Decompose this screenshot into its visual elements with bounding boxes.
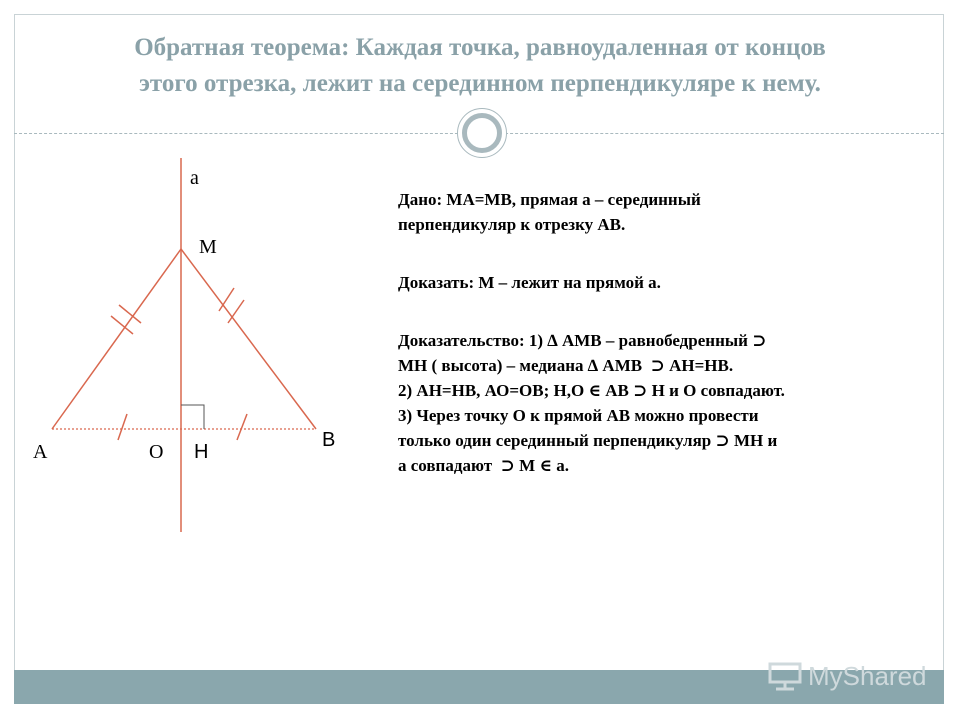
- presentation-icon: [768, 661, 802, 691]
- right-angle-mark: [181, 405, 204, 429]
- label-o: O: [149, 441, 164, 463]
- watermark-brand: MyShared: [808, 660, 927, 691]
- implies-icon: ⊃: [752, 331, 767, 350]
- proof-text: [398, 187, 958, 478]
- label-h: H: [194, 441, 209, 463]
- watermark: [768, 656, 927, 696]
- segment-ma: [52, 249, 181, 429]
- proof-line-3: [398, 378, 958, 403]
- given-line-1: Дано: МА=МВ, прямая а – серединный: [398, 190, 701, 209]
- proof-3b: только один серединный перпендикуляр: [398, 431, 712, 450]
- proof-3e: М: [519, 456, 536, 475]
- tick-hb: [237, 414, 247, 440]
- given-line-2: перпендикуляр к отрезку АВ.: [398, 215, 626, 234]
- label-a: a: [190, 167, 199, 189]
- tick-ao: [118, 414, 127, 440]
- implies-icon: ⊃: [715, 431, 730, 450]
- implies-icon: ⊃: [633, 381, 648, 400]
- proof-2c: Н и О совпадают.: [651, 381, 785, 400]
- proof-line-2: [398, 353, 958, 378]
- tick-mb-2: [228, 300, 244, 323]
- proof-line-4: 3) Через точку О к прямой АВ можно провести: [398, 406, 759, 425]
- proof-line-1: [398, 328, 958, 353]
- label-a-point: A: [33, 441, 48, 463]
- proof-3d: а совпадают: [398, 456, 493, 475]
- implies-icon: ⊃: [650, 356, 665, 375]
- proof-2a: 2) АН=НВ, АО=ОВ; Н,О: [398, 381, 585, 400]
- prove-line: Доказать: М – лежит на прямой а.: [398, 273, 661, 292]
- label-m: M: [199, 236, 217, 258]
- proof-line-6: [398, 453, 958, 478]
- proof-1a: Доказательство: 1) ∆ АМВ – равнобедренный: [398, 331, 748, 350]
- implies-icon: ⊃: [500, 456, 515, 475]
- proof-3f: а.: [556, 456, 569, 475]
- proof-1c: АН=НВ.: [669, 356, 734, 375]
- title-line-2: этого отрезка, лежит на серединном перпендикуляре к нему.: [139, 70, 821, 97]
- proof-1b: МН ( высота) – медиана ∆ АМВ: [398, 356, 643, 375]
- title-line-1: Обратная теорема: Каждая точка, равноудаленная от концов: [134, 34, 826, 61]
- belongs-icon: ∈: [539, 456, 552, 475]
- proof-3c: МН и: [733, 431, 778, 450]
- proof-2b: АВ: [605, 381, 629, 400]
- label-b: B: [322, 429, 336, 451]
- segment-mb: [181, 249, 316, 429]
- proof-line-5: [398, 428, 958, 453]
- tick-mb-1: [219, 288, 234, 311]
- belongs-icon: ∈: [588, 381, 602, 400]
